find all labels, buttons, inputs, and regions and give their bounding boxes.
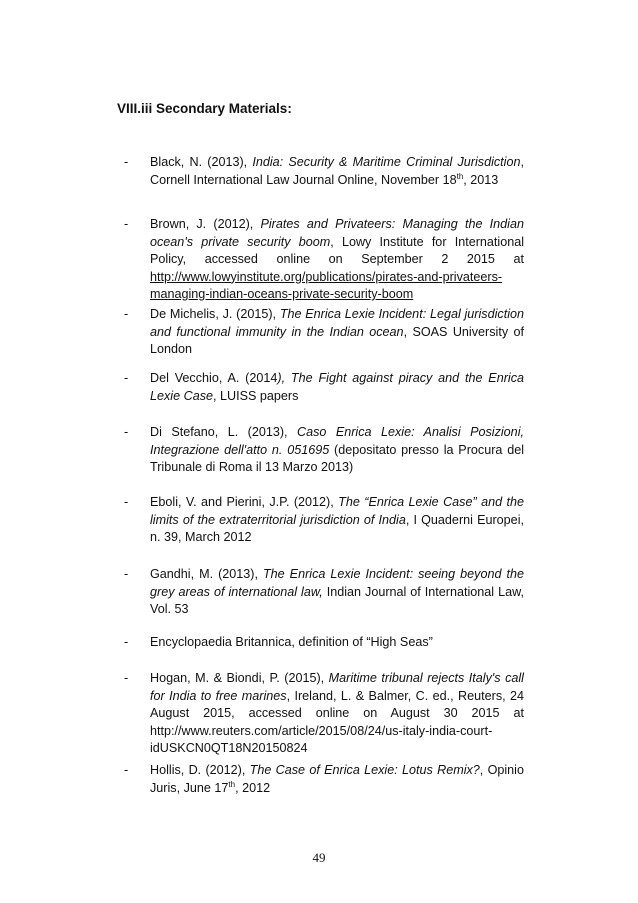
- entry-author: Gandhi, M. (2013),: [150, 567, 263, 581]
- entry-title: India: Security & Maritime Criminal Jurisdiction: [252, 155, 521, 169]
- entry-source: , SOAS University of London: [150, 324, 525, 356]
- entry-source: Indian Journal of International Law, Vol. 53: [150, 584, 524, 616]
- entry-title: The Enrica Lexie Incident: seeing beyond the grey areas of international law,: [150, 567, 524, 599]
- entry-author: Di Stefano, L. (2013),: [150, 425, 297, 439]
- list-dash: -: [124, 425, 129, 439]
- entry-author: De Michelis, J. (2015),: [150, 307, 280, 321]
- list-dash: -: [124, 495, 129, 509]
- entry-author: Hogan, M. & Biondi, P. (2015),: [150, 671, 329, 685]
- superscript: th: [228, 779, 236, 789]
- entry-author: Brown, J. (2012),: [150, 217, 261, 231]
- list-item: [124, 424, 524, 477]
- entry-title: The “Enrica Lexie Case” and the limits of the extraterritorial jurisdiction of India: [150, 495, 524, 527]
- list-dash: -: [124, 567, 129, 581]
- list-item: [124, 306, 524, 359]
- list-item: [124, 494, 524, 547]
- list-dash: -: [124, 635, 129, 649]
- list-item: [124, 670, 524, 758]
- entry-author: Del Vecchio, A. (2014: [150, 371, 278, 385]
- entry-source: , Opinio Juris, June 17: [150, 763, 524, 795]
- list-dash: -: [124, 371, 129, 385]
- list-dash: -: [124, 155, 129, 169]
- list-dash: -: [124, 763, 129, 777]
- entry-text: Encyclopaedia Britannica, definition of “High Seas”: [150, 635, 433, 649]
- list-dash: -: [124, 671, 129, 685]
- page-number: 49: [312, 850, 326, 865]
- list-item: [124, 762, 524, 797]
- entry-title: Caso Enrica Lexie: Analisi Posizioni, Integrazione dell'atto n. 051695: [150, 425, 524, 457]
- list-dash: -: [124, 307, 129, 321]
- entry-title: ), The Fight against piracy and the Enrica Lexie Case: [150, 371, 524, 403]
- entry-author: Eboli, V. and Pierini, J.P. (2012),: [150, 495, 339, 509]
- entry-source: , Cornell International Law Journal Online, November 18: [150, 155, 524, 187]
- list-item: [124, 154, 524, 189]
- superscript: th: [456, 171, 464, 181]
- entry-source: , Lowy Institute for International Policy, accessed online on September 2 2015 at: [150, 234, 525, 266]
- list-item: [124, 370, 524, 405]
- section-heading: VIII.iii Secondary Materials:: [117, 101, 292, 116]
- entry-link[interactable]: http://www.lowyinstitute.org/publications/pirates-and-privateers-managing-indian-oceans-private-security-boom: [150, 269, 503, 301]
- entry-title: Maritime tribunal rejects Italy's call for India to free marines: [150, 671, 524, 703]
- entry-source: , Ireland, L. & Balmer, C. ed., Reuters, 24 August 2015, accessed online on August 30 2015 at http://www.reuters.com/article/2015/08/24/us-italy-india-court-idUSKCN0QT18N20150824: [150, 688, 525, 755]
- entry-source: , I Quaderni Europei, n. 39, March 2012: [150, 512, 524, 544]
- entry-author: Black, N. (2013),: [150, 155, 253, 169]
- list-item: [124, 216, 524, 304]
- entry-source: , LUISS papers: [213, 388, 299, 403]
- entry-tail: , 2012: [235, 780, 271, 795]
- entry-title: Pirates and Privateers: Managing the Indian ocean's private security boom: [150, 217, 524, 249]
- list-item: [124, 566, 524, 619]
- entry-tail: , 2013: [463, 172, 499, 187]
- list-dash: -: [124, 217, 129, 231]
- entry-title: The Case of Enrica Lexie: Lotus Remix?: [249, 763, 480, 777]
- list-item: [124, 634, 524, 652]
- entry-author: Hollis, D. (2012),: [150, 763, 250, 777]
- entry-source: (depositato presso la Procura del Tribunale di Roma il 13 Marzo 2013): [150, 442, 524, 474]
- entry-title: The Enrica Lexie Incident: Legal jurisdiction and functional immunity in the Indian ocean: [150, 307, 525, 339]
